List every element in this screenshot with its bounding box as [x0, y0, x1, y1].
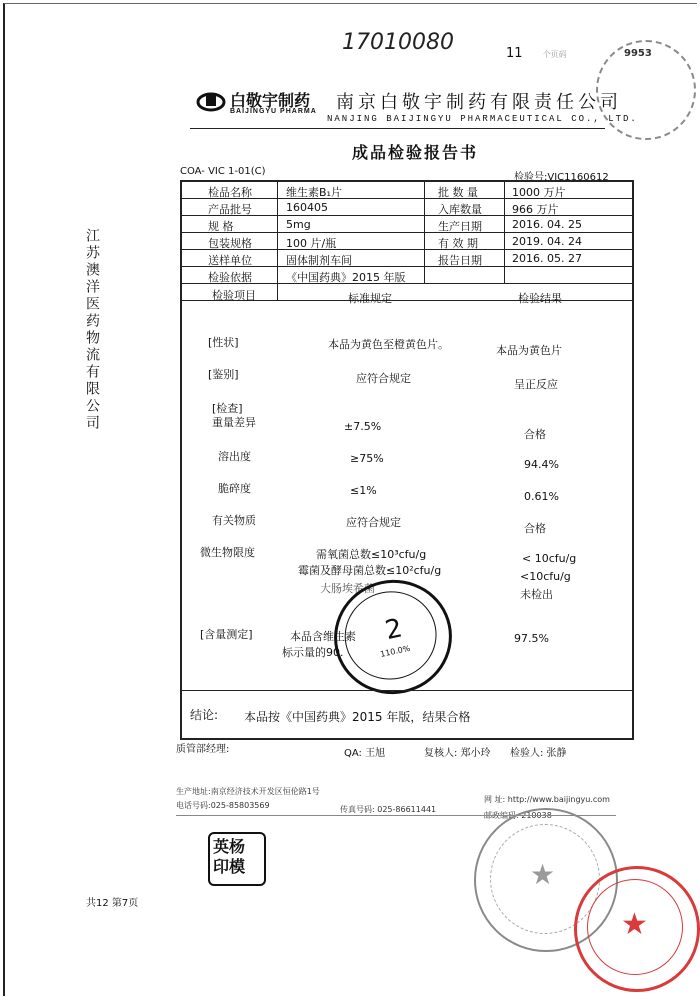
side-company-text: 江苏澳洋医药物流有限公司 — [84, 228, 100, 432]
conclusion-label: 结论: — [190, 708, 219, 722]
web-value: http://www.baijingyu.com — [507, 795, 610, 804]
info-value: 固体制剂车间 — [286, 254, 352, 267]
test-standard: 应符合规定 — [356, 372, 411, 385]
info-col-line — [277, 180, 278, 300]
chop-stamp — [208, 832, 266, 886]
test-result: 呈正反应 — [514, 378, 558, 391]
web-label: 网 址: — [484, 795, 506, 804]
reviewer-signature: 复核人: 郑小玲 — [424, 748, 491, 759]
test-result: 合格 — [524, 522, 546, 535]
test-result: 97.5% — [514, 632, 549, 645]
info-value: 100 片/瓶 — [286, 237, 337, 250]
column-standard-header: 标准规定 — [348, 292, 392, 305]
test-standard: ±7.5% — [344, 420, 382, 433]
test-item: 脆碎度 — [218, 482, 251, 495]
handwritten-number: 17010080 — [342, 30, 454, 55]
conclusion-text: 本品按《中国药典》2015 年版，结果合格 — [244, 710, 471, 724]
info-value-2: 2019. 04. 24 — [512, 235, 582, 248]
header-divider — [190, 128, 605, 129]
phone-label: 电话号码: — [176, 801, 211, 810]
test-item: [检查] — [212, 402, 243, 415]
basis-value: 《中国药典》2015 年版 — [286, 271, 406, 284]
company-name-en: NANJING BAIJINGYU PHARMACEUTICAL CO., LTD. — [327, 114, 638, 124]
test-standard: 标示量的90. — [282, 646, 344, 659]
web-line — [484, 794, 610, 805]
red-star-icon: ★ — [621, 907, 648, 942]
address-line — [176, 786, 320, 797]
test-item: 微生物限度 — [200, 546, 255, 559]
info-label: 检品名称 — [208, 186, 252, 199]
info-value: 160405 — [286, 201, 328, 214]
test-standard: ≥75% — [350, 452, 384, 465]
info-label-2: 入库数量 — [438, 203, 482, 216]
test-result: 本品为黄色片 — [496, 344, 562, 357]
report-code: COA- VIC 1-01(C) — [180, 166, 266, 177]
fax-value: 025-86611441 — [377, 805, 437, 814]
info-label-2: 有 效 期 — [438, 237, 478, 250]
report-title: 成品检验报告书 — [352, 143, 479, 162]
test-result: 未检出 — [520, 588, 553, 601]
test-item: 溶出度 — [218, 450, 251, 463]
test-standard: 本品含维生素 — [290, 630, 356, 643]
test-item: 有关物质 — [212, 514, 256, 527]
info-value-2: 2016. 04. 25 — [512, 218, 582, 231]
address-value: 南京经济技术开发区恒伦路1号 — [210, 787, 320, 796]
seal-number: 2 — [382, 613, 405, 647]
star-icon: ★ — [530, 858, 556, 891]
page-marker-number: 11 — [506, 46, 523, 61]
page-marker — [506, 46, 567, 61]
test-item: [鉴别] — [208, 368, 239, 381]
chop-stamp-text: 英杨印模 — [213, 837, 246, 876]
info-row-line — [180, 232, 634, 233]
test-standard: 本品为黄色至橙黄色片。 — [328, 338, 449, 351]
info-col-line — [424, 180, 425, 283]
top-stamp-number: 9953 — [624, 48, 652, 59]
info-value-2: 2016. 05. 27 — [512, 252, 582, 265]
phone-value: 025-85803569 — [210, 801, 270, 810]
logo-name-en: BAIJINGYU PHARMA — [230, 108, 317, 115]
logo-name-cn: 白敬宇制药 — [230, 91, 311, 110]
test-result: 合格 — [524, 428, 546, 441]
basis-label: 检验依据 — [208, 271, 252, 284]
fax-label: 传真号码: — [340, 805, 375, 814]
test-result: < 10cfu/g — [522, 552, 577, 565]
page-number: 共12 第7页 — [86, 898, 139, 909]
inspector-signature: 检验人: 张静 — [510, 748, 567, 759]
company-name-cn: 南京白敬宇制药有限责任公司 — [336, 92, 622, 113]
info-label: 规 格 — [208, 220, 234, 233]
red-company-stamp — [574, 866, 700, 992]
conclusion-divider — [180, 690, 634, 691]
seal-inner-value: 110.0% — [379, 643, 412, 659]
info-value: 维生素B₁片 — [286, 186, 342, 199]
fax-line — [340, 804, 436, 815]
info-label: 送样单位 — [208, 254, 252, 267]
info-value: 5mg — [286, 218, 311, 231]
manager-signature: 质管部经理: — [176, 744, 230, 755]
info-label-2: 报告日期 — [438, 254, 482, 267]
test-item: 重量差异 — [212, 416, 256, 429]
test-result: 0.61% — [524, 490, 559, 503]
report-number-label: 检验号: — [514, 172, 548, 183]
qa-signature: QA: 王旭 — [344, 748, 386, 759]
info-value-2: 966 万片 — [512, 203, 559, 216]
test-standard: 需氧菌总数≤10³cfu/g — [316, 548, 427, 561]
company-logo-icon — [196, 88, 226, 112]
test-standard: 霉菌及酵母菌总数≤10²cfu/g — [298, 564, 442, 577]
info-label: 包装规格 — [208, 237, 252, 250]
info-label: 产品批号 — [208, 203, 252, 216]
test-result: 94.4% — [524, 458, 559, 471]
test-item: [性状] — [208, 336, 239, 349]
test-item: [含量测定] — [200, 628, 253, 641]
test-standard: ≤1% — [350, 484, 377, 497]
page-marker-suffix: 个页码 — [542, 50, 567, 59]
column-result-header: 检验结果 — [518, 292, 562, 305]
report-number-value: VIC1160612 — [547, 172, 609, 183]
info-col-line — [504, 180, 505, 283]
test-standard: 应符合规定 — [346, 516, 401, 529]
info-value-2: 1000 万片 — [512, 186, 566, 199]
test-standard: 大肠埃希菌 — [320, 582, 375, 595]
test-result: <10cfu/g — [520, 570, 571, 583]
column-item-header: 检验项目 — [212, 289, 256, 302]
phone-line — [176, 800, 270, 811]
info-label-2: 生产日期 — [438, 220, 482, 233]
address-label: 生产地址: — [176, 787, 211, 796]
info-label-2: 批 数 量 — [438, 186, 478, 199]
